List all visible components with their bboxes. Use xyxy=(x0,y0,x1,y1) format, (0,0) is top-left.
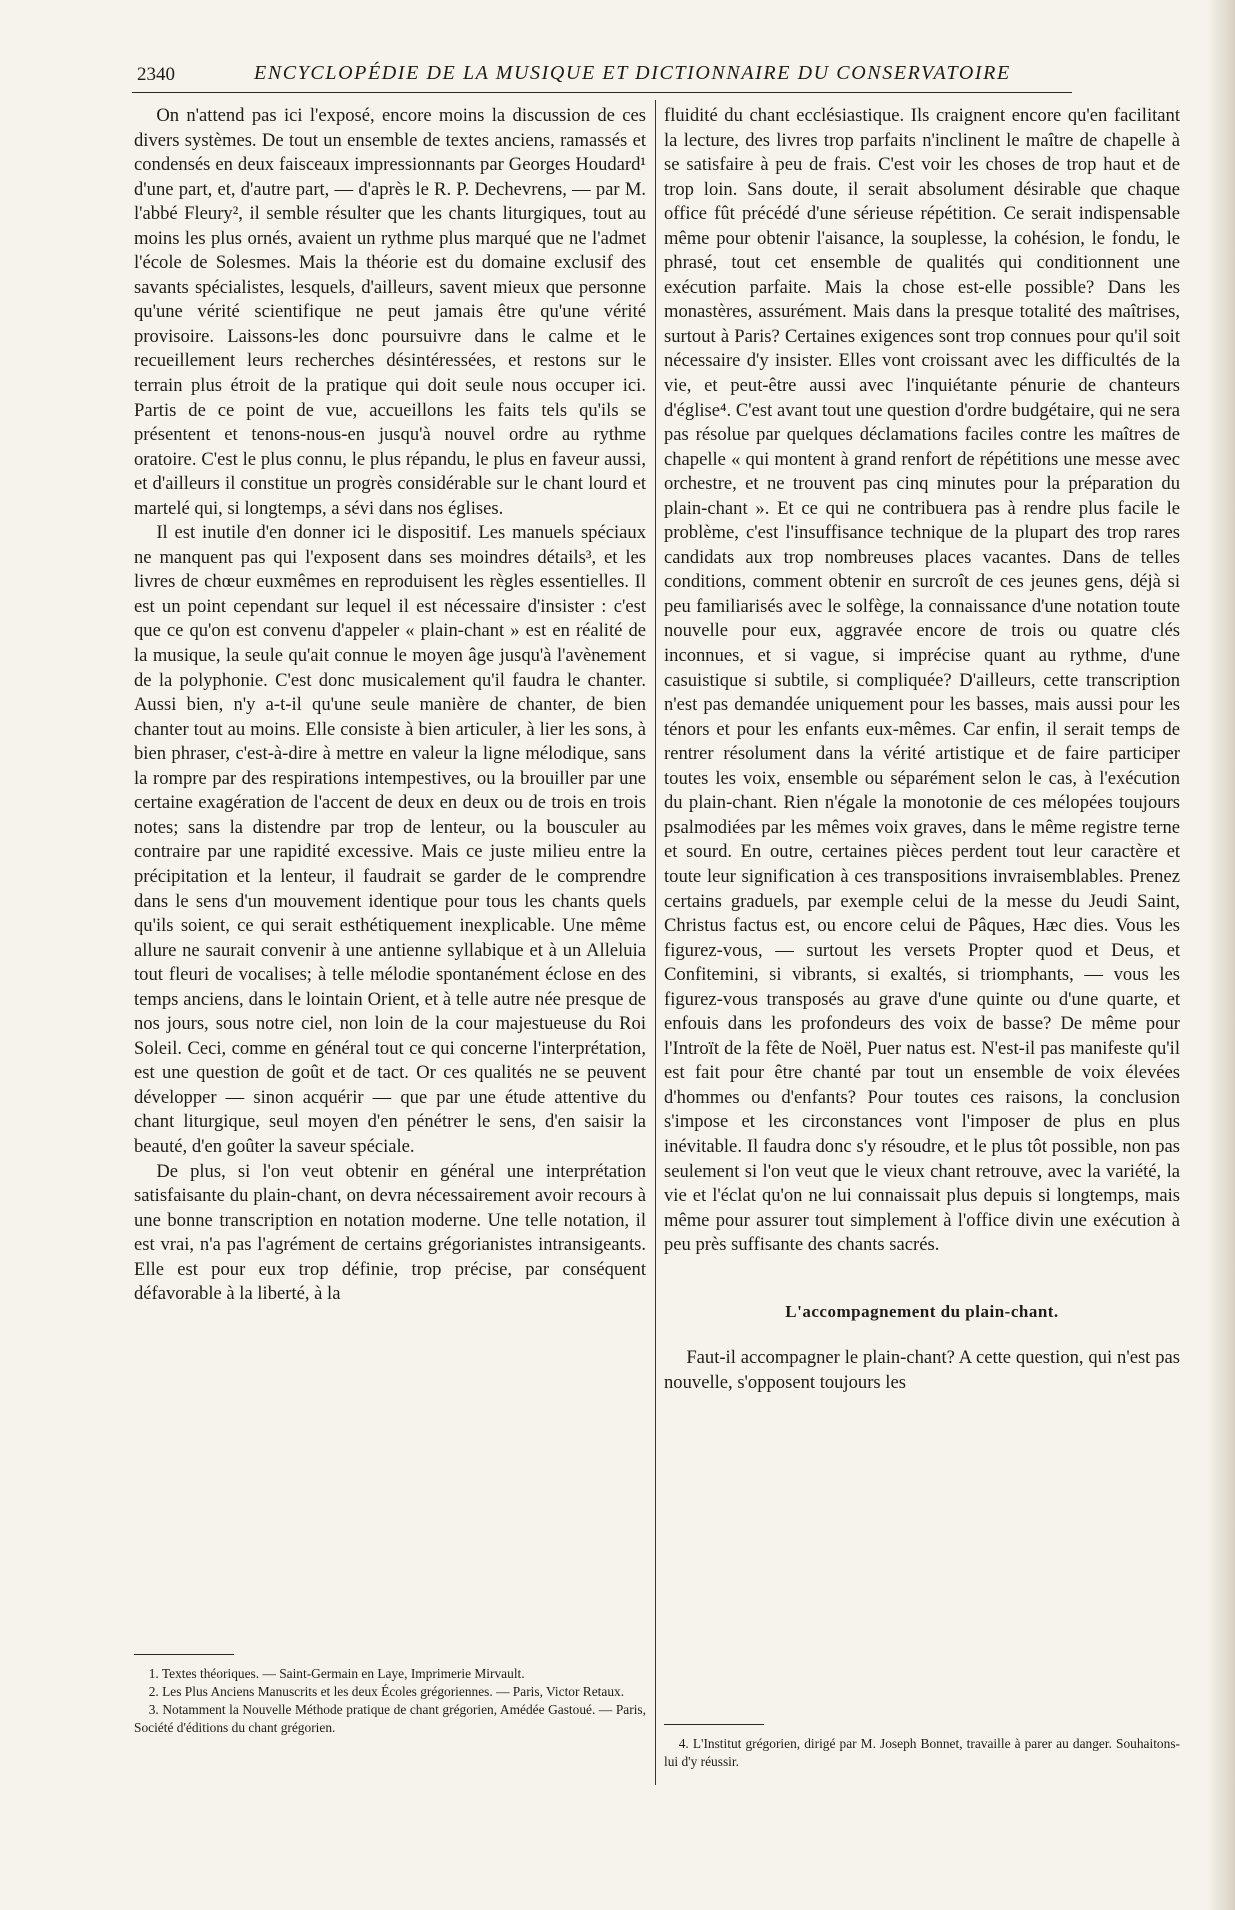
paragraph: De plus, si l'on veut obtenir en général une interprétation satisfaisante du plain-chant, on devra nécessairement avoir recours à une bonne transcription en notation moderne. Une telle notation, il est vrai, n'a pas l'agrément de certains grégorianistes intransigeants. Elle est pour eux trop définie, trop précise, par conséquent défavorable à la liberté, à la xyxy=(134,1160,646,1305)
paragraph: fluidité du chant ecclésiastique. Ils craignent encore qu'en facilitant la lecture, des livres trop parfaits n'inclinent le maître de chapelle à se satisfaire à peu de frais. C'est voir les choses de trop haut et de trop loin. Sans doute, il serait absolument désirable que chaque office fût précédé d'une sérieuse répétition. Ce serait indispensable même pour obtenir l'aisance, la souplesse, la cohésion, le fondu, le phrasé, tout cet ensemble de qualités qui conditionnent une exécution parfaite. Mais la chose est-elle possible? Dans les monastères, assurément. Mais dans la presque totalité des maîtrises, surtout à Paris? Certaines exigences sont trop connues pour qu'il soit nécessaire d'y insister. Elles vont croissant avec les difficultés de la vie, et peut-être aussi avec l'inquiétante pénurie de chanteurs d'église⁴. C'est avant tout une question d'ordre budgétaire, qui ne sera pas résolue par quelques déclamations faciles contre les maîtres de chapelle « qui montent à grand renfort de répétitions une messe avec orchestre, et ne trouvent pas cinq minutes pour la préparation du plain-chant ». Et ce qui ne contribuera pas à rendre plus facile le problème, c'est l'insuffisance technique de la plupart des trop rares candidats aux trop nombreuses places vacantes. Dans de telles conditions, comment obtenir en surcroît de ces jeunes gens, déjà si peu familiarisés avec le solfège, la connaissance d'une notation toute nouvelle pour eux, aggravée encore de trois ou quatre clés inconnues, et si vague, si imprécise quant au rythme, d'une casuistique si subtile, si compliquée? D'ailleurs, cette transcription n'est pas demandée uniquement pour les basses, mais aussi pour les ténors et pour les enfants eux-mêmes. Car enfin, il serait temps de rentrer résolument dans la vérité artistique et de faire participer toutes les voix, ensemble ou séparément selon le cas, à l'exécution du plain-chant. Rien n'égale la monotonie de ces mélopées toujours psalmodiées par les mêmes voix graves, dans le même registre terne et sourd. En outre, certaines pièces perdent tout leur caractère et toute leur signification à ces transpositions invraisemblables. Prenez certains graduels, par exemple celui de la messe du Jeudi Saint, Christus factus est, ou encore celui de Pâques, Hæc dies. Vous les figurez-vous, — surtout les versets Propter quod et Deus, et Confitemini, si vibrants, si exaltés, si triomphants, — vous les figurez-vous transposés au grave d'une quinte ou d'une quarte, et enfouis dans les profondeurs des voix de basse? De même pour l'Introït de la fête de Noël, Puer natus est. N'est-il pas manifeste qu'il est fait pour être chanté par tout un ensemble de voix élevées d'hommes ou d'enfants? Pour toutes ces raisons, la conclusion s'impose et les circonstances vont l'imposer de plus en plus inévitable. Il faudra donc s'y résoudre, et le plus tôt possible, non pas seulement si l'on veut que le vieux chant retrouve, avec la variété, la vie et l'éclat qu'on ne lui connaissait plus depuis si longtemps, mais même pour assurer tout simplement à l'office divin une exécution à peu près suffisante des chants sacrés. xyxy=(664,105,1180,1256)
footnote-rule xyxy=(134,1654,234,1655)
running-title: ENCYCLOPÉDIE DE LA MUSIQUE ET DICTIONNAIRE DU CONSERVATOIRE xyxy=(254,62,1011,84)
left-column xyxy=(134,104,646,1644)
page-number: 2340 xyxy=(137,64,175,85)
footnote: 3. Notamment la Nouvelle Méthode pratique de chant grégorien, Amédée Gastoué. — Paris, Société d'éditions du chant grégorien. xyxy=(134,1702,646,1735)
paragraph: On n'attend pas ici l'exposé, encore moins la discussion de ces divers systèmes. De tout un ensemble de textes anciens, ramassés et condensés en deux faisceaux impressionnants par Georges Houdard¹ d'une part, et, d'autre part, — d'après le R. P. Dechevrens, — par M. l'abbé Fleury², il semble résulter que les chants liturgiques, tout au moins les plus ornés, avaient un rythme plus marqué que ne l'admet l'école de Solesmes. Mais la théorie est du domaine exclusif des savants spécialistes, lesquels, d'ailleurs, savent mieux que personne qu'une vérité scientifique ne peut jamais être qu'une vérité provisoire. Laissons-les donc poursuivre dans le calme et le recueillement leurs recherches désintéressées, et restons sur le terrain plus étroit de la pratique qui doit seule nous occuper ici. Partis de ce point de vue, accueillons les faits tels qu'ils se présentent et tenons-nous-en jusqu'à nouvel ordre au rythme oratoire. C'est le plus connu, le plus répandu, le plus en faveur aussi, et d'ailleurs il constitue un progrès considérable sur le chant lourd et martelé qui, si longtemps, a sévi dans nos églises. xyxy=(134,105,646,519)
footnote-rule xyxy=(664,1724,764,1725)
left-footnotes xyxy=(134,1636,646,1737)
page-edge-shadow xyxy=(1207,0,1235,1910)
footnote: 2. Les Plus Anciens Manuscrits et les deux Écoles grégoriennes. — Paris, Victor Retaux. xyxy=(148,1684,625,1699)
page-header xyxy=(132,62,1072,93)
footnote: 1. Textes théoriques. — Saint-Germain en Laye, Imprimerie Mirvault. xyxy=(148,1666,525,1681)
paragraph: Faut-il accompagner le plain-chant? A cette question, qui n'est pas nouvelle, s'opposent toujours les xyxy=(664,1347,1180,1393)
column-divider xyxy=(655,100,656,1785)
footnote: 4. L'Institut grégorien, dirigé par M. Joseph Bonnet, travaille à parer au danger. Souhaitons-lui d'y réussir. xyxy=(664,1736,1180,1769)
right-column xyxy=(664,104,1180,1554)
section-heading: L'accompagnement du plain-chant. xyxy=(785,1301,1059,1321)
paragraph: Il est inutile d'en donner ici le dispositif. Les manuels spéciaux ne manquent pas qui l'exposent dans ses moindres détails³, et les livres de chœur euxmêmes en reproduisent les règles essentielles. Il est un point cependant sur lequel il est nécessaire d'insister : c'est que ce qu'on est convenu d'appeler « plain-chant » est en réalité de la musique, la seule qu'ait connue le moyen âge jusqu'à l'avènement de la polyphonie. C'est donc musicalement qu'il faudra le chanter. Aussi bien, n'y a-t-il qu'une seule manière de chanter, de bien chanter tout au moins. Elle consiste à bien articuler, à lier les sons, à bien phraser, c'est-à-dire à mettre en valeur la ligne mélodique, sans la rompre par des respirations intempestives, ou la brouiller par une certaine exagération de l'accent de deux en deux ou de trois en trois notes; sans la distendre par trop de lenteur, ou la bousculer au contraire par une rapidité excessive. Mais ce juste milieu entre la précipitation et la lenteur, il faudrait se garder de le comprendre dans le sens d'un mouvement identique pour tous les chants quels qu'ils soient, ce qui serait esthétiquement inexplicable. Une même allure ne saurait convenir à une antienne syllabique et à un Alleluia tout fleuri de vocalises; à telle mélodie spontanément éclose en des temps anciens, dans le lointain Orient, et à telle autre née presque de nos jours, sous notre ciel, non loin de la cour majestueuse du Roi Soleil. Ceci, comme en général tout ce qui concerne l'interprétation, est une question de goût et de tact. Or ces qualités ne se peuvent développer — sinon acquérir — que par une étude attentive du chant liturgique, seul moyen d'en pénétrer le sens, d'en saisir la beauté, d'en goûter la saveur spéciale. xyxy=(134,522,646,1157)
left-column-body xyxy=(134,104,646,1644)
right-footnotes xyxy=(664,1706,1180,1771)
right-column-body xyxy=(664,104,1180,1554)
